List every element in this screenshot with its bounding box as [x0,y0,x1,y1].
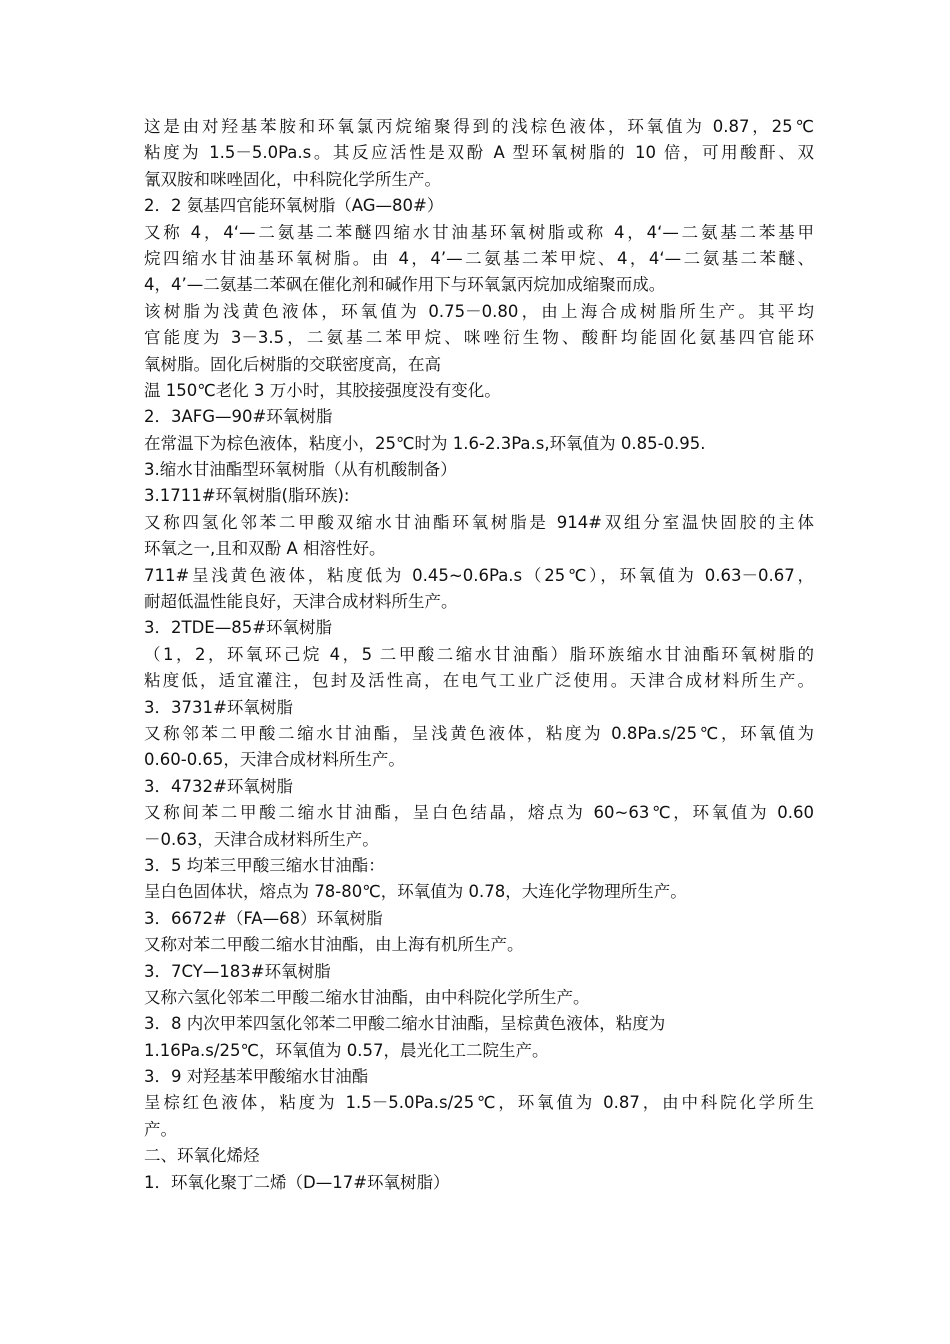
text-line: （1，2，环氧环己烷 4，5 二甲酸二缩水甘油酯）脂环族缩水甘油酯环氧树脂的 [144,644,814,664]
text-line: －0.63，天津合成材料所生产。 [144,829,379,849]
text-line: 1.16Pa.s/25℃，环氧值为 0.57，晨光化工二院生产。 [144,1040,549,1060]
text-line: 温 150℃老化 3 万小时，其胶接强度没有变化。 [144,380,501,400]
section-heading: 3．6672#（FA—68）环氧树脂 [144,908,383,928]
section-heading: 3．7CY—183#环氧树脂 [144,961,331,981]
text-line: 又称间苯二甲酸二缩水甘油酯，呈白色结晶，熔点为 60~63℃，环氧值为 0.60 [144,803,814,823]
text-line: 产。 [144,1119,177,1139]
section-heading: 3．5 均苯三甲酸三缩水甘油酯： [144,855,385,875]
text-line: 711#呈浅黄色液体，粘度低为 0.45~0.6Pa.s（25℃），环氧值为 0.63－0.67， [144,565,814,585]
text-line: 烷四缩水甘油基环氧树脂。由 4，4’—二氨基二苯甲烷、4，4‘—二氨基二苯醚、 [144,248,814,268]
text-line: 粘度为 1.5－5.0Pa.s。其反应活性是双酚 A 型环氧树脂的 10 倍，可用酸酐、双 [144,143,814,163]
section-heading: 2．3AFG—90#环氧树脂 [144,407,333,427]
text-line: 该树脂为浅黄色液体，环氧值为 0.75－0.80，由上海合成树脂所生产。其平均 [144,301,814,321]
text-line: 呈棕红色液体，粘度为 1.5－5.0Pa.s/25℃，环氧值为 0.87，由中科院化学所生 [144,1093,814,1113]
section-heading: 3．9 对羟基苯甲酸缩水甘油酯 [144,1067,369,1087]
text-line: 呈白色固体状，熔点为 78-80℃，环氧值为 0.78，大连化学物理所生产。 [144,882,687,902]
text-line: 官能度为 3－3.5，二氨基二苯甲烷、咪唑衍生物、酸酐均能固化氨基四官能环 [144,328,814,348]
section-heading: 3.1711#环氧树脂(脂环族): [144,486,350,506]
text-line: 这是由对羟基苯胺和环氧氯丙烷缩聚得到的浅棕色液体，环氧值为 0.87，25℃ [144,117,814,136]
section-heading: 二、环氧化烯烃 [144,1146,260,1166]
text-line: 又称邻苯二甲酸二缩水甘油酯，呈浅黄色液体，粘度为 0.8Pa.s/25℃，环氧值为 [144,723,814,743]
section-heading: 2．2 氨基四官能环氧树脂（AG—80#） [144,196,444,216]
text-line: 0.60-0.65，天津合成材料所生产。 [144,750,405,770]
text-line: 氰双胺和咪唑固化，中科院化学所生产。 [144,169,441,189]
text-line: 又称四氢化邻苯二甲酸双缩水甘油酯环氧树脂是 914#双组分室温快固胶的主体 [144,512,814,532]
text-line: 4，4’—二氨基二苯砜在催化剂和碱作用下与环氧氯丙烷加成缩聚而成。 [144,275,666,295]
text-line: 又称六氢化邻苯二甲酸二缩水甘油酯，由中科院化学所生产。 [144,987,590,1007]
section-heading: 3．8 内次甲苯四氢化邻苯二甲酸二缩水甘油酯，呈棕黄色液体，粘度为 [144,1014,666,1034]
document-body [144,114,814,1196]
text-line: 在常温下为棕色液体，粘度小，25℃时为 1.6-2.3Pa.s,环氧值为 0.85-0.95. [144,433,706,453]
section-heading: 3.缩水甘油酯型环氧树脂（从有机酸制备） [144,460,457,480]
text-line: 耐超低温性能良好，天津合成材料所生产。 [144,592,458,612]
text-line: 环氧之一,且和双酚 A 相溶性好。 [144,539,386,559]
section-heading: 1．环氧化聚丁二烯（D—17#环氧树脂） [144,1172,450,1192]
text-line: 氧树脂。固化后树脂的交联密度高，在高 [144,354,441,374]
section-heading: 3．4732#环氧树脂 [144,776,293,796]
text-line: 粘度低，适宜灌注，包封及活性高，在电气工业广泛使用。天津合成材料所生产。 [144,671,814,691]
text-line: 又称 4，4‘—二氨基二苯醚四缩水甘油基环氧树脂或称 4，4‘—二氨基二苯基甲 [144,222,814,242]
text-line: 又称对苯二甲酸二缩水甘油酯，由上海有机所生产。 [144,935,524,955]
section-heading: 3．3731#环氧树脂 [144,697,293,717]
section-heading: 3．2TDE—85#环氧树脂 [144,618,333,638]
